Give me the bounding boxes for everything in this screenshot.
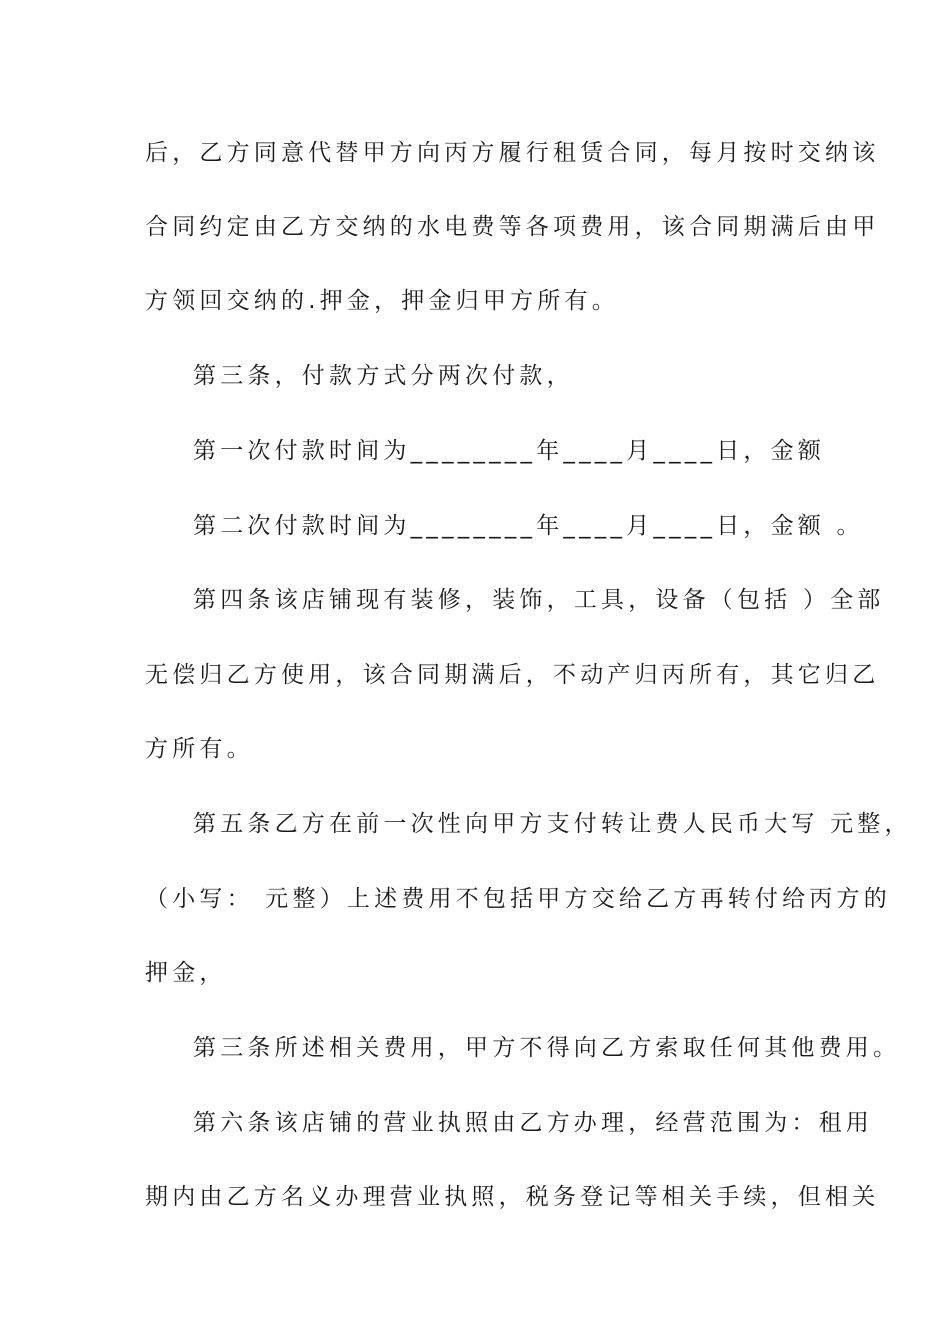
text-line: 第一次付款时间为________年____月____日，金额 (193, 438, 825, 464)
text-line: 第六条该店铺的营业执照由乙方办理，经营范围为：租用 (193, 1110, 873, 1136)
text-line: （小写： 元整）上述费用不包括甲方交给乙方再转付给丙方的 (145, 886, 891, 912)
text-line: 第三条所述相关费用，甲方不得向乙方索取任何其他费用。 (193, 1035, 901, 1061)
text-line: 方所有。 (145, 736, 254, 762)
text-line: 第五条乙方在前一次性向甲方支付转让费人民币大写 元整， (193, 811, 912, 837)
text-line: 第三条，付款方式分两次付款， (193, 363, 574, 389)
text-line: 第四条该店铺现有装修，装饰，工具，设备（包括 ）全部 (193, 587, 885, 613)
text-line: 第二次付款时间为________年____月____日，金额 。 (193, 513, 864, 539)
text-line: 期内由乙方名义办理营业执照，税务登记等相关手续，但相关 (145, 1184, 880, 1210)
text-line: 无偿归乙方使用，该合同期满后，不动产归丙所有，其它归乙 (145, 662, 880, 688)
text-line: 押金， (145, 960, 227, 986)
text-line: 后，乙方同意代替甲方向丙方履行租赁合同，每月按时交纳该 (145, 140, 880, 166)
text-line: 方领回交纳的.押金，押金归甲方所有。 (145, 288, 619, 314)
text-line: 合同约定由乙方交纳的水电费等各项费用，该合同期满后由甲 (145, 214, 880, 240)
